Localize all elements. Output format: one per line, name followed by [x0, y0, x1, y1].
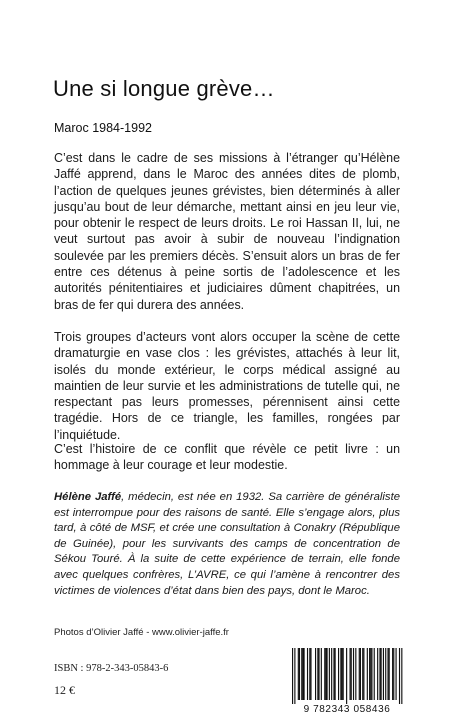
barcode-bar [341, 648, 342, 700]
barcode-icon [282, 648, 412, 704]
barcode-bar [387, 648, 388, 700]
barcode-bar [374, 648, 375, 700]
barcode-bar [331, 648, 332, 700]
barcode-bar [340, 648, 341, 700]
barcode-bar [327, 648, 328, 700]
summary-paragraph-3: C’est l’histoire de ce conflit que révèle ce petit livre : un hommage à leur courage et leur modestie. [54, 442, 400, 473]
barcode-bar [333, 648, 334, 700]
barcode-bar [392, 648, 393, 700]
barcode-bar [389, 648, 390, 700]
barcode-bar [299, 648, 300, 700]
barcode-bar [371, 648, 372, 700]
book-title: Une si longue grève… [53, 76, 275, 101]
barcode-bar [310, 648, 311, 700]
book-subtitle: Maroc 1984-1992 [54, 121, 152, 135]
barcode-bar [377, 648, 378, 700]
barcode-bar [353, 648, 354, 700]
barcode-bar [321, 648, 322, 700]
author-bio-text: , médecin, est née en 1932. Sa carrière de généraliste est interrompue pour des raisons de santé. Elle s’engage alors, plus tard, à côté de MSF, et crée une consultation à Conakry (République de Guinée), pour les survivants des camps de concentration de Sékou Touré. À la suite de cette expérience de terrain, elle fonde avec quelques confrères, L’AVRE, ce qui l’amène à rencontrer des victimes de violences d’état dans bien des pays, dont le Maroc. [54, 491, 400, 597]
barcode-bar [307, 648, 308, 700]
barcode-bar [298, 648, 299, 700]
barcode-bar [343, 648, 344, 700]
barcode-bar [362, 648, 363, 700]
barcode-bar [359, 648, 360, 700]
barcode-bar [379, 648, 380, 700]
barcode-bar [363, 648, 364, 700]
barcode-bar [317, 648, 318, 700]
barcode-bar [399, 648, 400, 704]
barcode-bar [292, 648, 293, 704]
barcode-bar [309, 648, 310, 700]
barcode-bar [315, 648, 316, 700]
barcode-bar [355, 648, 356, 700]
barcode-bar [351, 648, 352, 700]
barcode-bar [360, 648, 361, 700]
barcode-bar [294, 648, 295, 704]
barcode-bar [350, 648, 351, 700]
summary-paragraph-1: C’est dans le cadre de ses missions à l’étranger qu’Hélène Jaffé apprend, dans le Maroc des années dites de plomb, l’action de quelques jeunes grévistes, bien déterminés à aller jusqu’au bout de leur démarche, mettant ainsi en jeu leur vie, pour obtenir le respect de leurs droits. Le roi Hassan II, lui, ne veut surtout pas avoir à subir de nouveau l’indignation soulevée par les premiers décès. S’ensuit alors un bras de fer entre ces détenus à peine sortis de l’adolescence et les autorités pénitentiaires et judiciaires dûment chapitrées, un bras de fer qui durera des années. [54, 151, 400, 312]
barcode-bar [304, 648, 305, 700]
author-bio [54, 490, 400, 599]
barcode-bar [318, 648, 319, 700]
barcode-bar [367, 648, 368, 700]
isbn: ISBN : 978-2-343-05843-6 [54, 663, 169, 674]
photo-credits: Photos d’Olivier Jaffé - www.olivier-jaffe.fr [54, 627, 229, 638]
barcode-bar [324, 648, 325, 700]
barcode-bar [325, 648, 326, 700]
author-name: Hélène Jaffé [54, 491, 122, 503]
barcode-bar [369, 648, 370, 700]
barcode-bar [381, 648, 382, 700]
barcode-digits: 9 782343 058436 [303, 704, 391, 715]
barcode-bar [401, 648, 402, 704]
barcode-bar [346, 648, 347, 704]
barcode-bar [302, 648, 303, 700]
summary-paragraph-2: Trois groupes d’acteurs vont alors occuper la scène de cette dramaturgie en vase clos : les grévistes, attachés à leur lit, isolés du monde extérieur, le corps médical assigné au maintien de leur survie et les administrations de tutelle qui, ne respectant pas leurs promesses, pérennisent ainsi cette tragédie. Hors de ce triangle, les familles, rongées par l’inquiétude. [54, 330, 400, 442]
barcode-bar [335, 648, 336, 700]
barcode-bar [338, 648, 339, 700]
barcode-bar [396, 648, 397, 700]
barcode-bar [393, 648, 394, 700]
barcode-bar [301, 648, 302, 700]
barcode-bar [385, 648, 386, 700]
price: 12 € [54, 683, 75, 697]
barcode-bar [370, 648, 371, 700]
barcode-bar [329, 648, 330, 700]
barcode [282, 648, 412, 716]
barcode-bar [383, 648, 384, 700]
